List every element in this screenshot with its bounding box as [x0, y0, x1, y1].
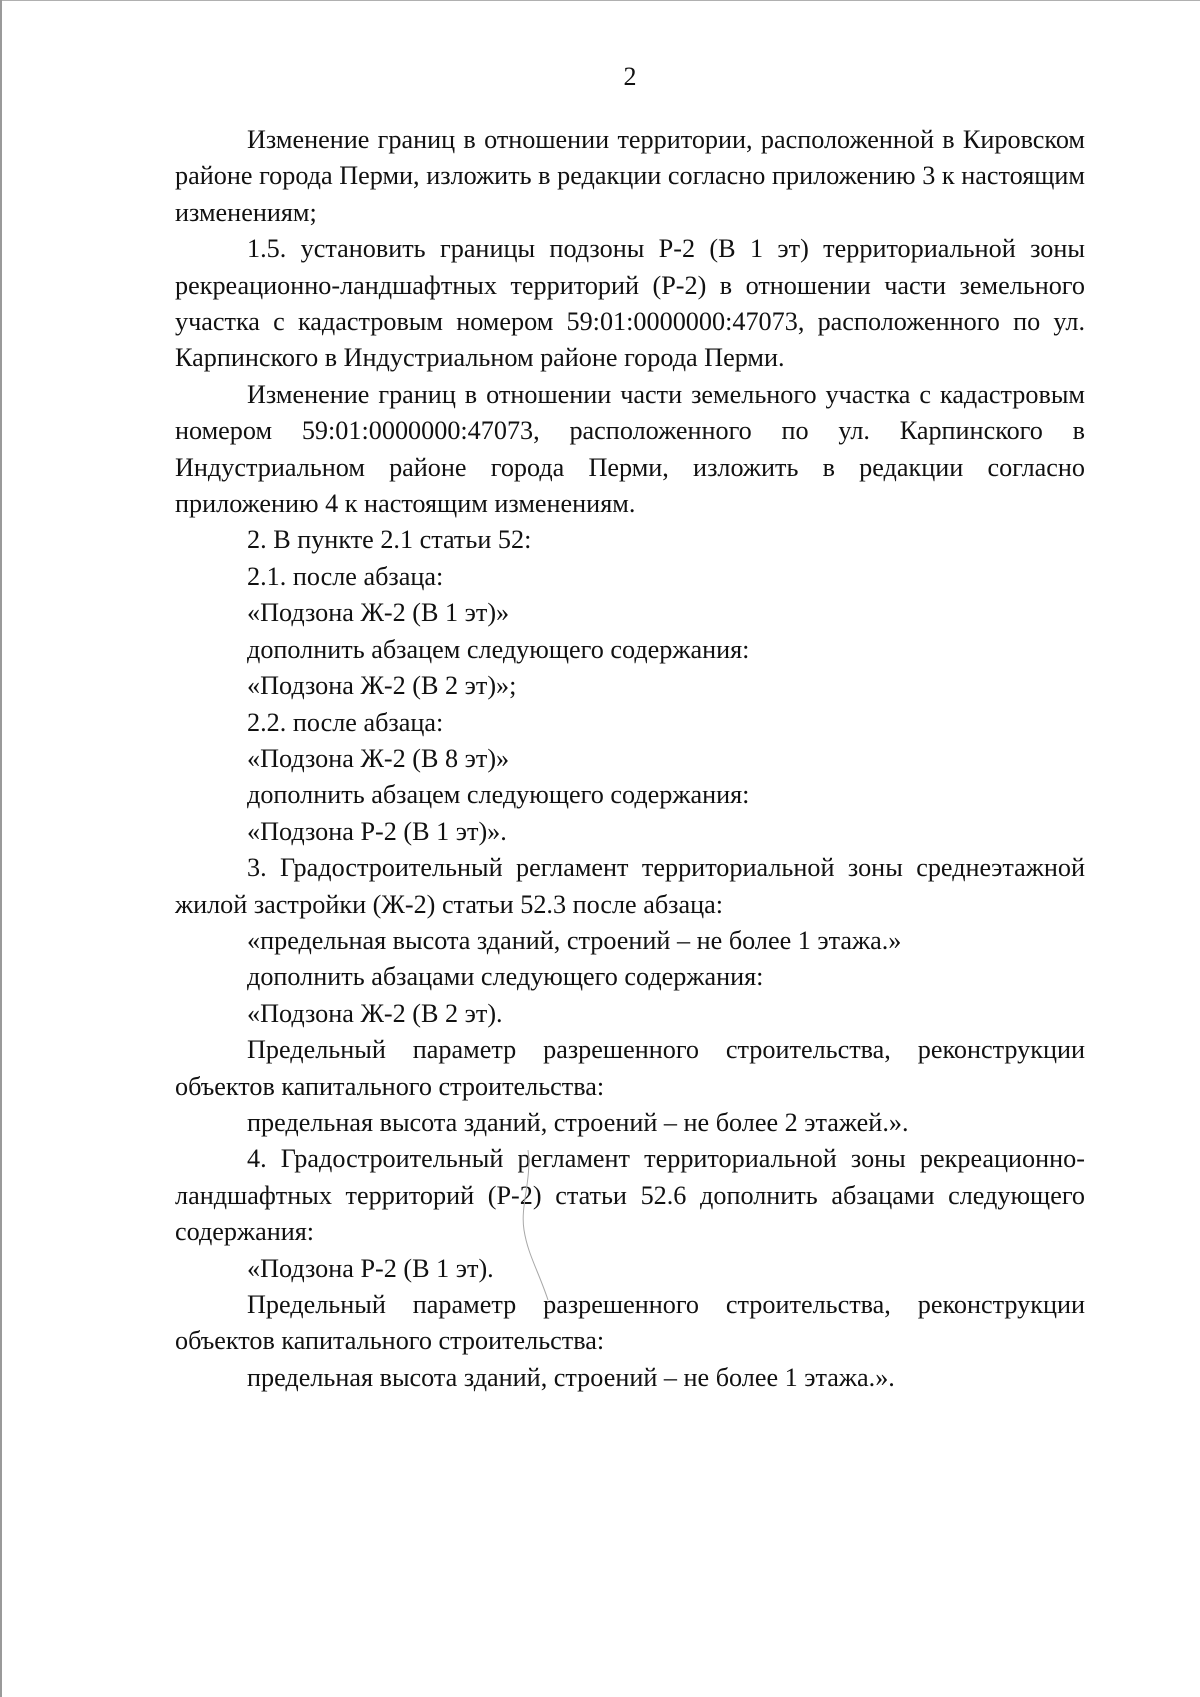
paragraph-supplement-2: дополнить абзацем следующего содержания:: [247, 780, 750, 810]
paragraph-quote-height-1: «предельная высота зданий, строений – не более 1 этажа.»: [247, 925, 902, 955]
paragraph-quote-zh2-v8: «Подзона Ж-2 (В 8 эт)»: [247, 743, 510, 773]
paragraph-item-3: 3. Градостроительный регламент территориальной зоны среднеэтажной жилой застройки (Ж-2) статьи 52.3 после абзаца:: [175, 853, 1085, 919]
paragraph-quote-zh2-v2: «Подзона Ж-2 (В 2 эт)»;: [247, 671, 517, 701]
paragraph-limit-parameter-2: Предельный параметр разрешенного строительства, реконструкции объектов капитального строительства:: [175, 1290, 1085, 1356]
scan-scratch-mark: [518, 1150, 558, 1300]
paragraph-item-4: 4. Градостроительный регламент территориальной зоны рекреационно-ландшафтных территорий (Р-2) статьи 52.6 дополнить абзацами следующего содержания:: [175, 1144, 1085, 1247]
page-edge-top: [0, 0, 1200, 1]
paragraph-subzone-r2-v1: «Подзона Р-2 (В 1 эт).: [247, 1253, 494, 1283]
paragraph-subzone-zh2-v2: «Подзона Ж-2 (В 2 эт).: [247, 998, 503, 1028]
paragraph-supplement-1: дополнить абзацем следующего содержания:: [247, 634, 750, 664]
paragraph-supplement-3: дополнить абзацами следующего содержания:: [247, 962, 764, 992]
paragraph-item-1-5: 1.5. установить границы подзоны Р-2 (В 1 эт) территориальной зоны рекреационно-ландшафтных территорий (Р-2) в отношении части земельного участка с кадастровым номером 59:01:0000000:47073, расположенного по ул. Карпинского в Индустриальном районе города Перми.: [175, 234, 1085, 373]
paragraph-quote-zh2-v1: «Подзона Ж-2 (В 1 эт)»: [247, 598, 510, 628]
paragraph-boundary-change-industrial: Изменение границ в отношении части земельного участка с кадастровым номером 59:01:0000000:47073, расположенного по ул. Карпинского в Индустриальном районе города Перми, изложить в редакции согласно приложению 4 к настоящим изменениям.: [175, 379, 1085, 519]
paragraph-boundary-change-kirovsky: Изменение границ в отношении территории, расположенной в Кировском районе города Перми, изложить в редакции согласно приложению 3 к настоящим изменениям;: [175, 125, 1085, 227]
paragraph-height-limit-2: предельная высота зданий, строений – не более 2 этажей.».: [247, 1107, 909, 1137]
page-edge-left: [0, 0, 2, 1697]
paragraph-item-2-2: 2.2. после абзаца:: [247, 707, 444, 737]
paragraph-item-2: 2. В пункте 2.1 статьи 52:: [247, 525, 532, 555]
page-number: 2: [623, 62, 637, 91]
paragraph-item-2-1: 2.1. после абзаца:: [247, 561, 444, 591]
paragraph-limit-parameter-1: Предельный параметр разрешенного строительства, реконструкции объектов капитального строительства:: [175, 1035, 1085, 1101]
document-body: [175, 122, 1085, 1396]
paragraph-quote-r2-v1: «Подзона Р-2 (В 1 эт)».: [247, 816, 507, 846]
paragraph-height-limit-1: предельная высота зданий, строений – не более 1 этажа.».: [247, 1362, 895, 1392]
